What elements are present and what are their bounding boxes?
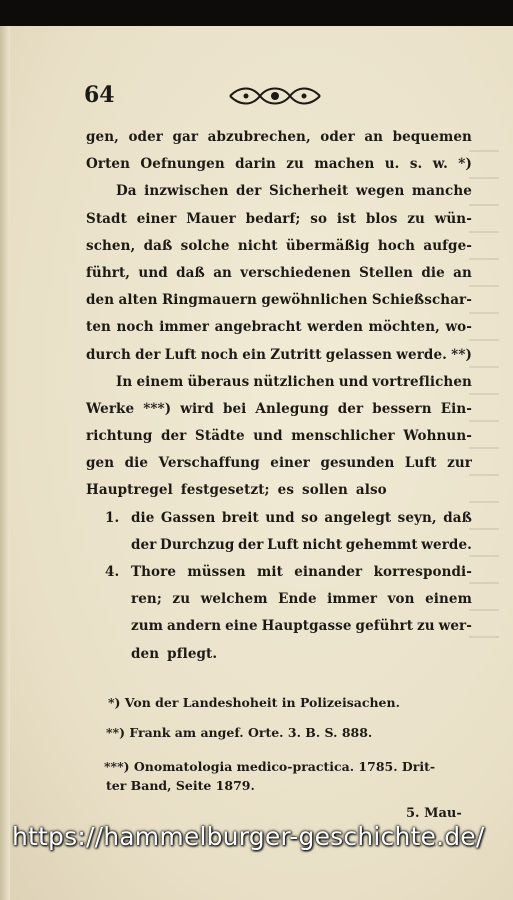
page-gutter-shadow — [0, 26, 10, 900]
word: ein — [242, 346, 267, 363]
word: bedarf; — [245, 210, 301, 227]
word: Hauptregel — [86, 482, 173, 499]
word: und — [138, 264, 168, 281]
word: welchem — [200, 591, 268, 608]
word: *) — [458, 156, 472, 173]
word: angelegt — [324, 509, 392, 526]
word: u. — [384, 156, 400, 173]
word: die — [124, 455, 149, 472]
word: so — [301, 509, 318, 526]
word: Werke — [86, 400, 135, 417]
word: der — [131, 536, 157, 553]
list-item-line — [86, 586, 472, 613]
word: die — [131, 509, 155, 526]
word: w. — [432, 156, 448, 173]
word: möchten, — [368, 319, 440, 336]
word: gelassen — [325, 346, 393, 363]
word: daß — [443, 509, 472, 526]
word: der — [236, 183, 262, 200]
word: einander — [294, 564, 363, 580]
word: Stellen — [359, 264, 414, 281]
word: Wohnun- — [403, 428, 472, 445]
word: Thore — [131, 564, 177, 580]
word: ren; — [131, 591, 162, 608]
text-line — [86, 124, 472, 151]
word: darin — [235, 156, 276, 173]
word: zum — [131, 618, 164, 635]
ornament-flourish-icon — [226, 84, 324, 108]
word: immer — [159, 319, 210, 336]
word: durch — [86, 346, 131, 363]
word: Durchzug — [160, 536, 235, 553]
word: die — [421, 264, 445, 281]
word: Verschaffung — [158, 455, 260, 472]
text-line — [86, 206, 472, 233]
word: bessern — [372, 400, 432, 417]
word: manche — [411, 183, 472, 200]
word: korrespondi- — [373, 564, 472, 580]
word: festgesetzt; — [180, 482, 270, 499]
text-line — [86, 369, 472, 396]
word: gen, — [86, 129, 119, 145]
word: gehemmt — [345, 536, 418, 553]
word: einem — [136, 373, 184, 390]
word: ist — [336, 210, 357, 227]
word: seyn, — [397, 509, 437, 526]
footnote-3-continuation: ter Band, Seite 1879. — [106, 778, 255, 793]
word: also — [355, 482, 387, 499]
text-line — [86, 396, 472, 423]
show-through-bleed — [469, 150, 499, 650]
word: der — [238, 536, 264, 553]
word: richtung — [86, 428, 153, 445]
word: nicht — [237, 237, 278, 254]
word: gesunden — [320, 455, 395, 472]
word: gewöhnlichen — [261, 292, 368, 309]
word: an — [364, 129, 384, 145]
word: Ringmauern — [161, 292, 257, 309]
word: andern — [167, 618, 222, 635]
word: Luft — [267, 536, 299, 553]
list-item-line — [86, 532, 472, 559]
word: mit — [256, 564, 283, 580]
text-line — [86, 151, 472, 178]
word: bei — [222, 400, 247, 417]
word: noch — [116, 319, 154, 336]
word: verschiedenen — [240, 264, 351, 281]
word: breit — [221, 509, 259, 526]
text-line — [86, 342, 472, 369]
word: so — [310, 210, 328, 227]
word: den — [86, 292, 115, 309]
word: Ende — [278, 591, 317, 608]
word: werde. — [396, 346, 447, 363]
word: geführt — [355, 618, 414, 635]
word: und — [338, 373, 369, 390]
word: einem — [425, 591, 472, 608]
word: Sicherheit — [268, 183, 349, 200]
word: Städte — [195, 428, 245, 445]
word: und — [253, 428, 283, 445]
word: wird — [180, 400, 214, 417]
word: noch — [200, 346, 238, 363]
page-number: 64 — [84, 82, 115, 108]
text-line — [86, 287, 472, 314]
word: ten — [86, 319, 111, 336]
word: **) — [451, 346, 472, 363]
list-item-line — [86, 641, 472, 668]
list-number: 4. — [105, 564, 120, 580]
word: müssen — [187, 564, 246, 580]
word: hoch — [377, 237, 416, 254]
word: der — [337, 400, 364, 417]
word: zu — [286, 156, 304, 173]
word: Oefnungen — [140, 156, 225, 173]
word: abzubrechen, — [207, 129, 311, 145]
word: Stadt — [86, 210, 127, 227]
word: der — [135, 346, 161, 363]
word: wegen — [355, 183, 405, 200]
word: und — [265, 509, 295, 526]
text-line — [86, 477, 472, 504]
word: führt, — [86, 264, 131, 281]
word: zu — [172, 591, 191, 608]
word: Luft — [164, 346, 197, 363]
word: zur — [447, 455, 472, 472]
word: überaus — [187, 373, 250, 390]
word: bequemen — [392, 129, 472, 145]
catchword: 5. Mau- — [406, 806, 462, 821]
word: übermäßig — [285, 237, 370, 254]
word: wo- — [445, 319, 472, 336]
word: werde. — [421, 536, 472, 553]
word: oder — [128, 129, 163, 145]
word: wün- — [434, 210, 472, 227]
word: Luft — [404, 455, 437, 472]
scan-top-border — [0, 0, 513, 26]
word: zu — [417, 618, 435, 635]
word: pflegt. — [167, 645, 218, 662]
footnote-2: **) Frank am angef. Orte. 3. B. S. 888. — [106, 725, 373, 740]
word: Hauptgasse — [261, 618, 352, 635]
text-line — [86, 178, 472, 205]
word: Zutritt — [270, 346, 322, 363]
watermark-url: https://hammelburger-geschichte.de/ — [12, 822, 485, 851]
word: eine — [225, 618, 258, 635]
word: Schießschar- — [371, 292, 472, 309]
word: zu — [407, 210, 425, 227]
text-line — [86, 260, 472, 287]
word: der — [160, 428, 187, 445]
word: vortreflichen — [372, 373, 472, 390]
footnote-1: *) Von der Landeshoheit in Polizeisachen. — [108, 695, 400, 710]
word: den — [131, 645, 160, 662]
text-line — [86, 314, 472, 341]
word: alten — [118, 292, 158, 309]
word: nützlichen — [253, 373, 335, 390]
word: werden — [307, 319, 364, 336]
footnote-3: ***) Onomatologia medico-practica. 1785. Drit- — [104, 759, 436, 774]
word: s. — [409, 156, 423, 173]
word: schen, — [86, 237, 136, 254]
word: nicht — [302, 536, 343, 553]
word: Gassen — [160, 509, 216, 526]
footnotes — [104, 690, 474, 795]
body-text — [86, 124, 472, 668]
word: Anlegung — [255, 400, 329, 417]
word: angebracht — [214, 319, 302, 336]
word: gen — [86, 455, 115, 472]
word: an — [213, 264, 232, 281]
word: oder — [320, 129, 355, 145]
word: daß — [143, 237, 173, 254]
word: immer — [327, 591, 378, 608]
word: Orten — [86, 156, 131, 173]
word: einer — [136, 210, 177, 227]
word: menschlicher — [291, 428, 395, 445]
text-line — [86, 450, 472, 477]
word: von — [387, 591, 415, 608]
word: gar — [172, 129, 199, 145]
word: In — [116, 373, 133, 390]
list-number: 1. — [105, 509, 120, 526]
word: daß — [176, 264, 205, 281]
word: wer- — [438, 618, 472, 635]
word: es — [277, 482, 295, 499]
word: ***) — [143, 400, 172, 417]
list-item-line — [86, 505, 472, 532]
text-line — [86, 233, 472, 260]
word: solche — [180, 237, 230, 254]
word: Mauer — [186, 210, 236, 227]
list-item-line — [86, 559, 472, 586]
word: Da — [116, 183, 137, 200]
word: blos — [365, 210, 398, 227]
word: Ein- — [440, 400, 472, 417]
word: an — [453, 264, 472, 281]
word: inzwischen — [144, 183, 229, 200]
word: einer — [270, 455, 310, 472]
word: machen — [314, 156, 375, 173]
word: sollen — [302, 482, 348, 499]
word: aufge- — [423, 237, 472, 254]
list-item-line — [86, 613, 472, 640]
text-line — [86, 423, 472, 450]
